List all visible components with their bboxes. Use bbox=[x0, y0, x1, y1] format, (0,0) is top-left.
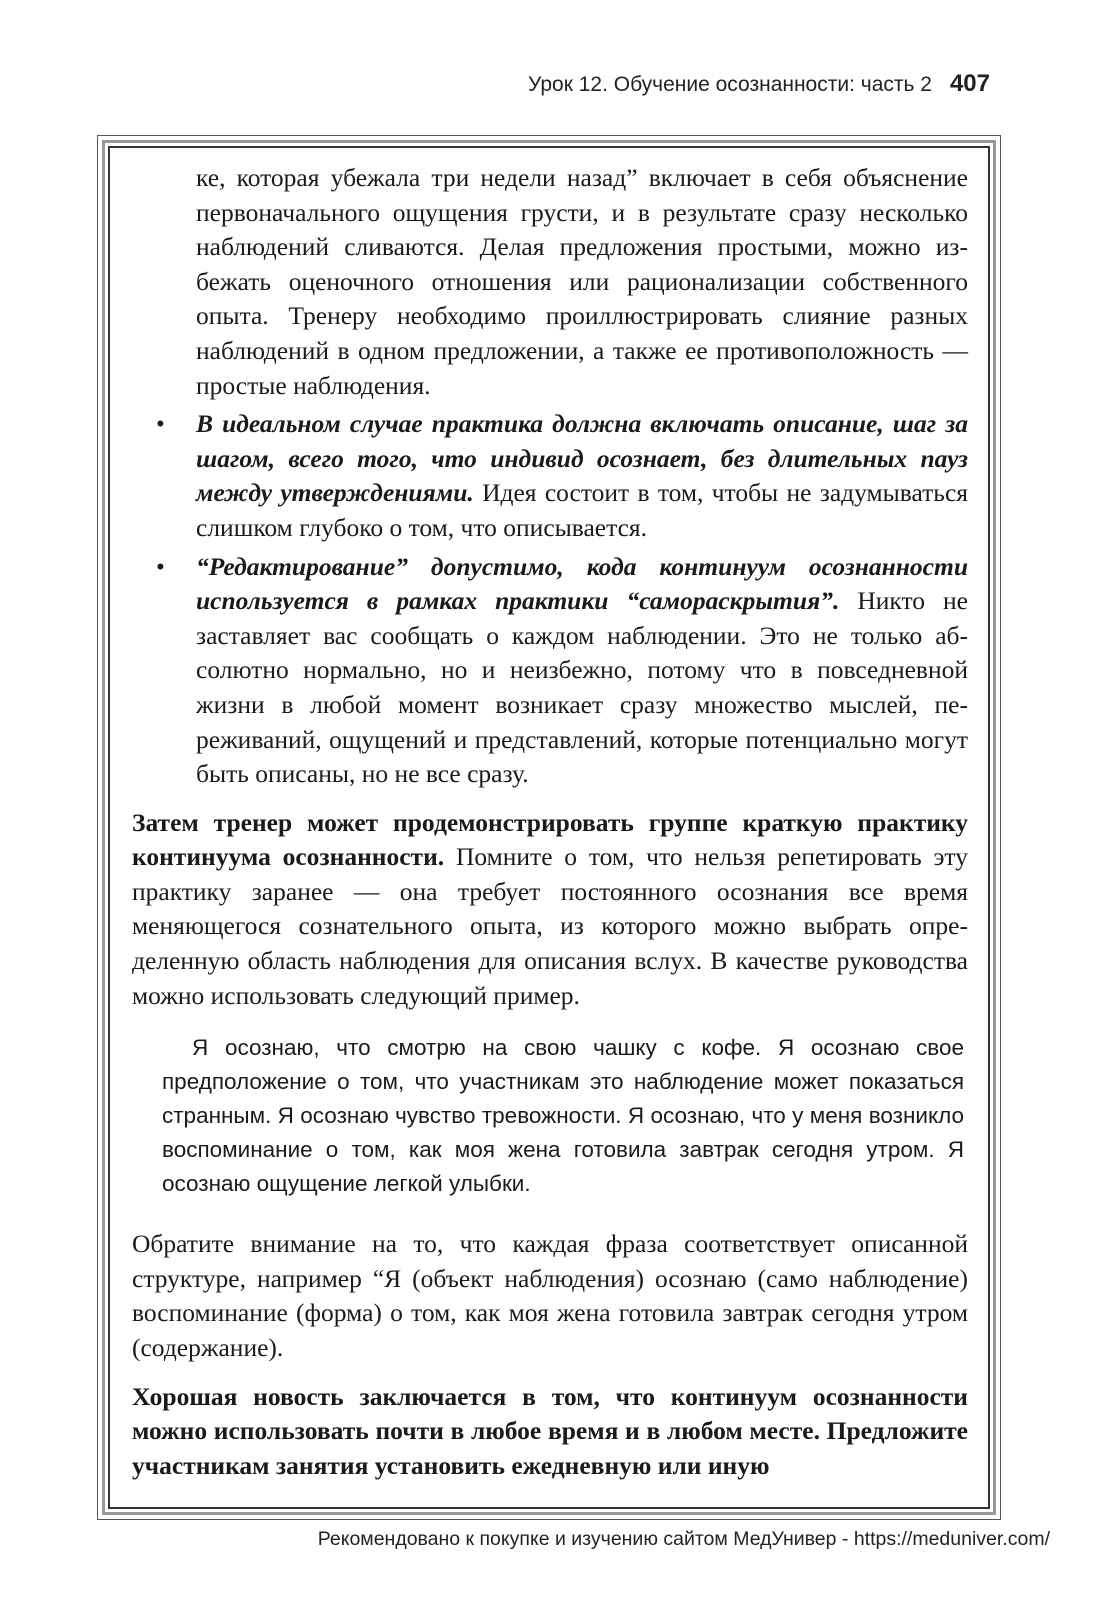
paragraph-demonstration-bold: Затем тренер может продемонстрировать группе краткую практику континуума осознанности. bbox=[132, 807, 968, 872]
paragraph-demonstration-text: Помните о том, что нельзя репетировать эту практику заранее — она требует постоянного осознания все время меняющегося сознательного опыта, из которого можно выбрать определенную область наблюдения для описания вслух. В качестве руководства можно использовать следующий пример. bbox=[132, 842, 968, 1010]
bullet-icon: • bbox=[156, 411, 165, 439]
bullet-item-1 bbox=[132, 407, 968, 545]
paragraph-demonstration bbox=[132, 806, 968, 1014]
example-quote bbox=[132, 1031, 968, 1201]
text-frame bbox=[97, 135, 1001, 1520]
bullet-2-text: Никто не заставляет вас сообщать о каждом наблюдении. Это не только абсолютно нормально, но и неизбежно, потому что в повседневной жизни в любой момент возникает сразу множество мыслей, переживаний, ощущений и представлений, которые потенциально могут быть описаны, но не все сразу. bbox=[196, 586, 968, 789]
footer-recommendation: Рекомендовано к покупке и изучению сайтом МедУнивер - https://meduniver.com/ bbox=[317, 1528, 1050, 1550]
continuation-paragraph: ке, которая убежала три недели назад” включает в себя объяснение первоначального ощущения грусти, и в результате сразу несколько наблюдений сливаются. Делая предложения простыми, можно избежать оценочного отношения или рационализации собственного опыта. Тренеру необходимо проиллюстрировать слияние разных наблюдений в одном предложении, а также ее противоположность — простые наблюдения. bbox=[196, 163, 968, 400]
page-number: 407 bbox=[949, 70, 990, 97]
chapter-title: Урок 12. Обучение осознанности: часть 2 bbox=[527, 73, 932, 96]
bullet-1-text: Идея состоит в том, чтобы не задумываться слишком глубоко о том, что описывается. bbox=[196, 478, 968, 542]
running-header bbox=[528, 70, 990, 98]
example-quote-text: Я осознаю, что смотрю на свою чашку с кофе. Я осознаю свое предположение о том, что участникам это наблюдение может показаться странным. Я осознаю чувство тревожности. Я осознаю, что у меня возникло воспоминание о том, как моя жена готовила завтрак сегодня утром. Я осознаю ощущение легкой улыбки. bbox=[162, 1035, 964, 1197]
paragraph-good-news: Хорошая новость заключается в том, что континуум осознанности можно использовать почти в любое время и в любом месте. Предложите участникам занятия установить ежедневную или иную bbox=[132, 1381, 968, 1480]
bullet-item-2 bbox=[132, 550, 968, 792]
bullet-icon: • bbox=[156, 553, 165, 581]
bullet-1-emphasis: В идеальном случае практика должна включать описание, шаг за шагом, всего того, что индивид осознает, без длительных пауз между утверждениями. bbox=[196, 409, 968, 508]
paragraph-structure-note: Обратите внимание на то, что каждая фраза соответствует описанной структуре, например “Я (объект наблюдения) осознаю (само наблюдение) воспоминание (форма) о том, как моя жена готовила завтрак сегодня утром (содержание). bbox=[132, 1229, 968, 1363]
bullet-2-emphasis: “Редактирование” допустимо, кода континуум осознанности используется в рамках практики “самораскрытия”. bbox=[196, 551, 968, 616]
frame-content bbox=[108, 146, 990, 1509]
